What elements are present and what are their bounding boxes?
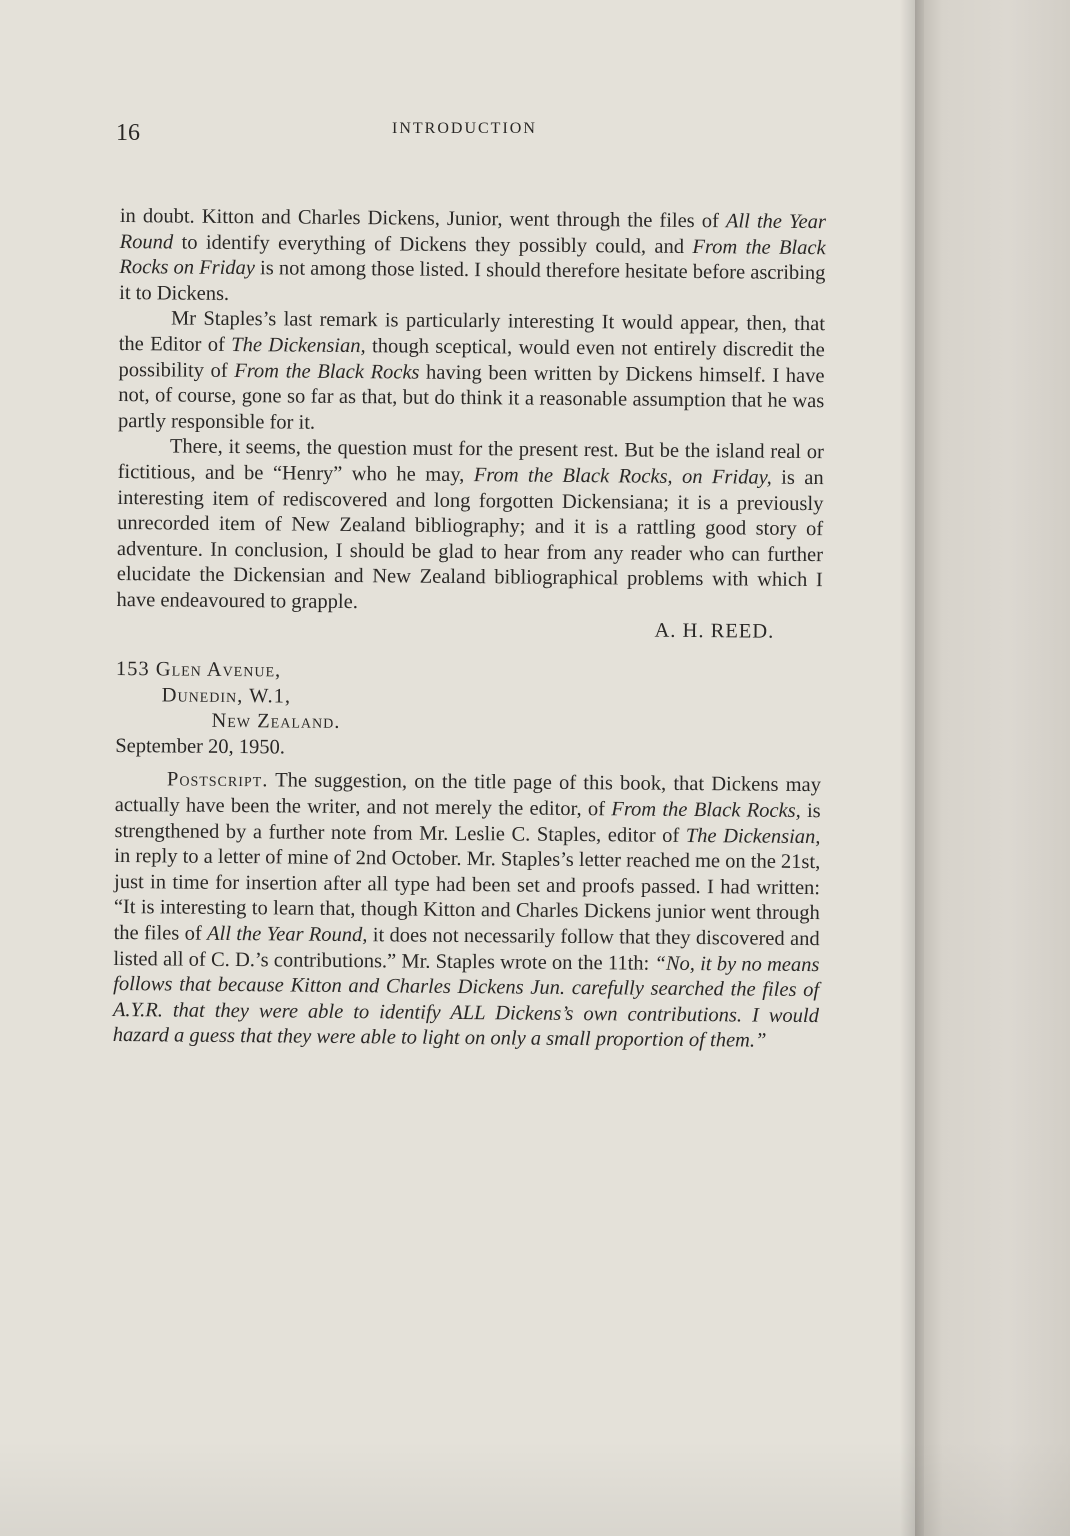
postscript-label: Postscript. <box>166 768 269 792</box>
body-text <box>113 204 826 1055</box>
bottom-shadow <box>0 1440 1070 1536</box>
paragraph-2: Mr Staples’s last remark is particularly interesting It would appear, then, that the Editor of The Dickensian, though sceptical, would even not entirely discredit the possibility of From the Black Rocks having been written by Dickens himself. I have not, of course, gone so far as that, but do think it a reasonable assumption that he was partly responsible for it. <box>118 307 826 434</box>
running-head: INTRODUCTION <box>392 120 537 137</box>
facing-page-edge <box>915 0 1070 1536</box>
postscript: Postscript. The suggestion, on the title page of this book, that Dickens may actually have been the writer, and not merely the editor, of From the Black Rocks, is strengthened by a further note from Mr. Leslie C. Staples, editor of The Dickensian, in reply to a letter of mine of 2nd October. Mr. Staples’s letter reached me on the 21st, just in time for insertion after all type had been set and proofs passed. I had written: “It is interesting to learn that, though Kitton and Charles Dickens junior went through the files of All the Year Round, it does not necessarily follow that they discovered and listed all of C. D.’s contributions.” Mr. Staples wrote on the 11th: “No, it by no means follows that because Kitton and Charles Dickens Jun. carefully searched the files of A.Y.R. that they were able to identify ALL Dickens’s own contributions. I would hazard a guess that they were able to light on only a small proportion of them.” <box>112 768 822 1053</box>
address-line-1: 153 Glen Avenue, <box>115 658 282 682</box>
signature: A. H. REED. <box>654 619 775 643</box>
paragraph-1: in doubt. Kitton and Charles Dickens, Junior, went through the files of All the Year Round to identify everything of Dickens they possibly could, and From the Black Rocks on Friday is not among those listed. I should therefore hesitate before ascribing it to Dickens. <box>119 204 826 305</box>
paragraph-3: There, it seems, the question must for the present rest. But be the island real or fictitious, and be “Henry” who he may, From the Black Rocks, on Friday, is an interesting item of rediscovered and long forgotten Dickensiana; it is a previously unrecorded item of New Zealand bibliography; and it is a rattling good story of adventure. In conclusion, I should be glad to hear from any reader who can further elucidate the Dickensian and New Zealand bibliographical problems with which I have endeavoured to grapple. <box>116 435 824 613</box>
date-line: September 20, 1950. <box>115 734 286 759</box>
page-gutter-shadow <box>900 0 924 1536</box>
staples-quote: “No, it by no means follows that because Kitton and Charles Dickens Jun. carefully searched the files of A.Y.R. that they were able to identify ALL Dickens’s own contributions. I would hazard a guess that they were able to light on only a small proportion of them.” <box>112 952 820 1053</box>
address-line-3: New Zealand. <box>211 710 341 734</box>
page-number: 16 <box>116 120 140 146</box>
address-line-2: Dunedin, W.1, <box>161 684 292 708</box>
